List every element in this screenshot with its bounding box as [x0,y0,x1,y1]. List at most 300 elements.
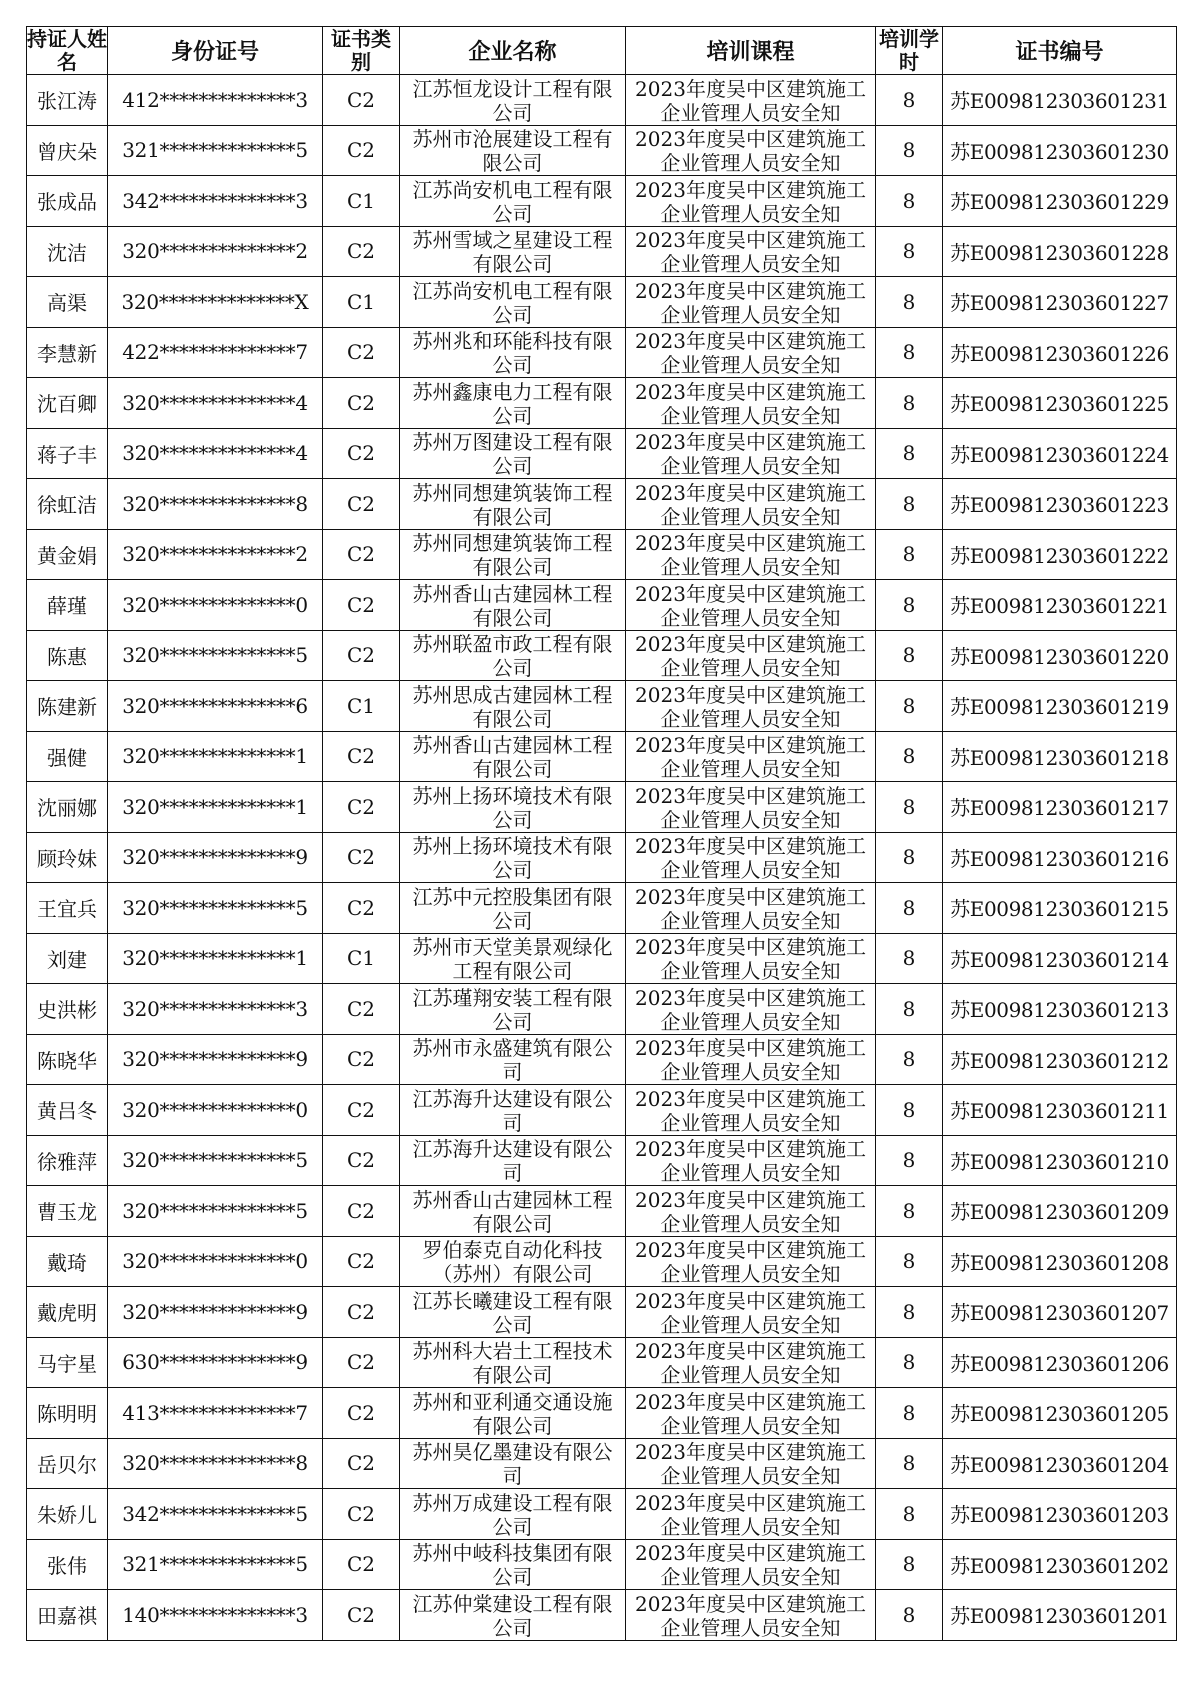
id-number-cell: 320**************2 [108,529,323,580]
cert-number-cell: 苏E009812303601207 [943,1287,1177,1338]
cert-type-cell: C2 [323,1539,400,1590]
id-number-cell: 320**************4 [108,428,323,479]
header-course: 培训课程 [626,27,876,75]
company-cell-text: 苏州兆和环能科技有限公司 [412,329,613,376]
holder-name-cell: 徐雅萍 [27,1135,108,1186]
course-cell-text: 2023年度吴中区建筑施工企业管理人员安全知 [635,379,866,426]
company-cell [400,1590,626,1641]
hours-cell: 8 [876,1539,943,1590]
holder-name-cell: 李慧新 [27,327,108,378]
hours-cell: 8 [876,883,943,934]
course-cell-text: 2023年度吴中区建筑施工企业管理人员安全知 [635,430,866,477]
company-cell-text: 苏州市永盛建筑有限公司 [412,1036,613,1083]
company-cell [400,630,626,681]
company-cell-text: 江苏尚安机电工程有限公司 [412,278,613,325]
hours-cell: 8 [876,428,943,479]
course-cell-text: 2023年度吴中区建筑施工企业管理人员安全知 [635,127,866,174]
hours-cell: 8 [876,125,943,176]
holder-name-cell: 岳贝尔 [27,1438,108,1489]
cert-type-cell: C2 [323,580,400,631]
course-cell [626,1085,876,1136]
cert-number-cell: 苏E009812303601226 [943,327,1177,378]
course-cell-text: 2023年度吴中区建筑施工企业管理人员安全知 [635,1086,866,1133]
cert-number-cell: 苏E009812303601224 [943,428,1177,479]
course-cell [626,125,876,176]
cert-number-cell: 苏E009812303601219 [943,681,1177,732]
cert-number-cell: 苏E009812303601221 [943,580,1177,631]
course-cell-text: 2023年度吴中区建筑施工企业管理人员安全知 [635,1541,866,1588]
holder-name-cell: 戴虎明 [27,1287,108,1338]
course-cell-text: 2023年度吴中区建筑施工企业管理人员安全知 [635,1389,866,1436]
id-number-cell: 320**************4 [108,378,323,429]
company-cell [400,782,626,833]
holder-name-cell: 陈晓华 [27,1034,108,1085]
company-cell [400,378,626,429]
holder-name-cell: 田嘉祺 [27,1590,108,1641]
company-cell-text: 江苏海升达建设有限公司 [412,1086,613,1133]
id-number-cell: 321**************5 [108,1539,323,1590]
hours-cell: 8 [876,1135,943,1186]
cert-number-cell: 苏E009812303601216 [943,832,1177,883]
table-row [27,75,1177,126]
table-body [27,75,1177,1641]
company-cell [400,1337,626,1388]
id-number-cell: 320**************1 [108,933,323,984]
company-cell [400,1236,626,1287]
company-cell-text: 苏州万成建设工程有限公司 [412,1490,613,1537]
company-cell [400,125,626,176]
company-cell [400,1085,626,1136]
course-cell [626,1438,876,1489]
table-row [27,1287,1177,1338]
course-cell-text: 2023年度吴中区建筑施工企业管理人员安全知 [635,76,866,123]
table-row [27,1489,1177,1540]
course-cell [626,327,876,378]
table-row [27,1388,1177,1439]
hours-cell: 8 [876,327,943,378]
table-row [27,327,1177,378]
course-cell [626,984,876,1035]
company-cell-text: 罗伯泰克自动化科技（苏州）有限公司 [422,1238,603,1285]
company-cell [400,1135,626,1186]
cert-type-cell: C2 [323,630,400,681]
company-cell [400,1539,626,1590]
company-cell-text: 江苏尚安机电工程有限公司 [412,177,613,224]
hours-cell: 8 [876,378,943,429]
table-row [27,277,1177,328]
course-cell [626,226,876,277]
course-cell [626,1590,876,1641]
table-row [27,1590,1177,1641]
course-cell [626,782,876,833]
hours-cell: 8 [876,75,943,126]
company-cell-text: 苏州香山古建园林工程有限公司 [412,733,613,780]
cert-type-cell: C2 [323,1034,400,1085]
holder-name-cell: 张江涛 [27,75,108,126]
table-row [27,226,1177,277]
company-cell-text: 江苏长曦建设工程有限公司 [412,1288,613,1335]
cert-number-cell: 苏E009812303601212 [943,1034,1177,1085]
header-hours: 培训学时 [876,27,943,75]
cert-type-cell: C2 [323,984,400,1035]
course-cell-text: 2023年度吴中区建筑施工企业管理人员安全知 [635,278,866,325]
company-cell [400,883,626,934]
course-cell [626,75,876,126]
company-cell-text: 苏州和亚利通交通设施有限公司 [412,1389,613,1436]
cert-type-cell: C2 [323,479,400,530]
holder-name-cell: 高渠 [27,277,108,328]
id-number-cell: 320**************X [108,277,323,328]
course-cell [626,1489,876,1540]
holder-name-cell: 强健 [27,731,108,782]
course-cell [626,731,876,782]
holder-name-cell: 陈明明 [27,1388,108,1439]
cert-number-cell: 苏E009812303601210 [943,1135,1177,1186]
course-cell [626,479,876,530]
company-cell [400,1489,626,1540]
holder-name-cell: 张伟 [27,1539,108,1590]
cert-number-cell: 苏E009812303601223 [943,479,1177,530]
table-row [27,1236,1177,1287]
holder-name-cell: 张成品 [27,176,108,227]
course-cell [626,1539,876,1590]
company-cell-text: 苏州鑫康电力工程有限公司 [412,379,613,426]
id-number-cell: 412**************3 [108,75,323,126]
course-cell [626,1034,876,1085]
company-cell-text: 江苏仲棠建设工程有限公司 [412,1591,613,1638]
hours-cell: 8 [876,933,943,984]
cert-number-cell: 苏E009812303601229 [943,176,1177,227]
cert-number-cell: 苏E009812303601222 [943,529,1177,580]
table-row [27,479,1177,530]
table-row [27,681,1177,732]
hours-cell: 8 [876,1236,943,1287]
company-cell [400,1287,626,1338]
hours-cell: 8 [876,1034,943,1085]
company-cell-text: 江苏中元控股集团有限公司 [412,884,613,931]
company-cell [400,681,626,732]
company-cell [400,832,626,883]
holder-name-cell: 陈惠 [27,630,108,681]
table-row [27,731,1177,782]
company-cell-text: 苏州昊亿墨建设有限公司 [412,1440,613,1487]
course-cell-text: 2023年度吴中区建筑施工企业管理人员安全知 [635,1137,866,1184]
id-number-cell: 342**************5 [108,1489,323,1540]
cert-type-cell: C2 [323,832,400,883]
id-number-cell: 320**************9 [108,832,323,883]
company-cell-text: 苏州联盈市政工程有限公司 [412,632,613,679]
course-cell [626,378,876,429]
holder-name-cell: 曾庆朵 [27,125,108,176]
hours-cell: 8 [876,681,943,732]
company-cell [400,1186,626,1237]
cert-type-cell: C2 [323,1085,400,1136]
course-cell [626,529,876,580]
course-cell-text: 2023年度吴中区建筑施工企业管理人员安全知 [635,1187,866,1234]
holder-name-cell: 刘建 [27,933,108,984]
company-cell [400,1438,626,1489]
cert-type-cell: C2 [323,1135,400,1186]
id-number-cell: 320**************8 [108,1438,323,1489]
holder-name-cell: 蒋子丰 [27,428,108,479]
cert-number-cell: 苏E009812303601203 [943,1489,1177,1540]
company-cell-text: 苏州万图建设工程有限公司 [412,430,613,477]
holder-name-cell: 朱娇儿 [27,1489,108,1540]
cert-type-cell: C2 [323,1590,400,1641]
company-cell [400,226,626,277]
course-cell [626,277,876,328]
course-cell-text: 2023年度吴中区建筑施工企业管理人员安全知 [635,531,866,578]
cert-number-cell: 苏E009812303601202 [943,1539,1177,1590]
course-cell-text: 2023年度吴中区建筑施工企业管理人员安全知 [635,935,866,982]
hours-cell: 8 [876,832,943,883]
holder-name-cell: 曹玉龙 [27,1186,108,1237]
table-row [27,984,1177,1035]
holder-name-cell: 薛瑾 [27,580,108,631]
course-cell [626,176,876,227]
hours-cell: 8 [876,984,943,1035]
hours-cell: 8 [876,1590,943,1641]
company-cell [400,731,626,782]
id-number-cell: 320**************0 [108,1236,323,1287]
id-number-cell: 320**************6 [108,681,323,732]
holder-name-cell: 马宇星 [27,1337,108,1388]
company-cell-text: 苏州香山古建园林工程有限公司 [412,581,613,628]
course-cell-text: 2023年度吴中区建筑施工企业管理人员安全知 [635,329,866,376]
cert-number-cell: 苏E009812303601206 [943,1337,1177,1388]
hours-cell: 8 [876,1438,943,1489]
course-cell [626,1135,876,1186]
id-number-cell: 320**************1 [108,782,323,833]
cert-type-cell: C2 [323,731,400,782]
certificate-table [26,26,1177,1641]
course-cell-text: 2023年度吴中区建筑施工企业管理人员安全知 [635,834,866,881]
hours-cell: 8 [876,782,943,833]
table-row [27,832,1177,883]
company-cell [400,479,626,530]
cert-type-cell: C2 [323,782,400,833]
company-cell [400,277,626,328]
id-number-cell: 320**************0 [108,580,323,631]
course-cell-text: 2023年度吴中区建筑施工企业管理人员安全知 [635,581,866,628]
cert-number-cell: 苏E009812303601213 [943,984,1177,1035]
hours-cell: 8 [876,1287,943,1338]
course-cell-text: 2023年度吴中区建筑施工企业管理人员安全知 [635,177,866,224]
id-number-cell: 320**************5 [108,1135,323,1186]
id-number-cell: 321**************5 [108,125,323,176]
course-cell-text: 2023年度吴中区建筑施工企业管理人员安全知 [635,733,866,780]
company-cell [400,428,626,479]
table-row [27,1085,1177,1136]
holder-name-cell: 顾玲妹 [27,832,108,883]
hours-cell: 8 [876,277,943,328]
course-cell [626,1388,876,1439]
company-cell [400,75,626,126]
cert-number-cell: 苏E009812303601214 [943,933,1177,984]
header-cert-type: 证书类别 [323,27,400,75]
table-row [27,782,1177,833]
course-cell [626,580,876,631]
cert-number-cell: 苏E009812303601230 [943,125,1177,176]
course-cell-text: 2023年度吴中区建筑施工企业管理人员安全知 [635,1036,866,1083]
cert-number-cell: 苏E009812303601228 [943,226,1177,277]
holder-name-cell: 沈丽娜 [27,782,108,833]
cert-number-cell: 苏E009812303601204 [943,1438,1177,1489]
id-number-cell: 140**************3 [108,1590,323,1641]
holder-name-cell: 戴琦 [27,1236,108,1287]
cert-type-cell: C2 [323,226,400,277]
course-cell [626,1337,876,1388]
hours-cell: 8 [876,479,943,530]
cert-type-cell: C2 [323,428,400,479]
cert-number-cell: 苏E009812303601218 [943,731,1177,782]
id-number-cell: 413**************7 [108,1388,323,1439]
holder-name-cell: 沈洁 [27,226,108,277]
hours-cell: 8 [876,580,943,631]
company-cell-text: 苏州同想建筑装饰工程有限公司 [412,480,613,527]
cert-type-cell: C2 [323,529,400,580]
table-row [27,1438,1177,1489]
course-cell [626,1186,876,1237]
company-cell [400,529,626,580]
course-cell [626,832,876,883]
table-row [27,428,1177,479]
id-number-cell: 320**************5 [108,630,323,681]
company-cell [400,580,626,631]
company-cell [400,1388,626,1439]
id-number-cell: 320**************8 [108,479,323,530]
course-cell [626,1236,876,1287]
holder-name-cell: 黄金娟 [27,529,108,580]
table-row [27,883,1177,934]
hours-cell: 8 [876,731,943,782]
holder-name-cell: 陈建新 [27,681,108,732]
cert-number-cell: 苏E009812303601215 [943,883,1177,934]
table-row [27,580,1177,631]
company-cell-text: 苏州市沧展建设工程有限公司 [412,127,613,174]
cert-type-cell: C1 [323,681,400,732]
cert-number-cell: 苏E009812303601220 [943,630,1177,681]
course-cell-text: 2023年度吴中区建筑施工企业管理人员安全知 [635,783,866,830]
cert-number-cell: 苏E009812303601211 [943,1085,1177,1136]
course-cell-text: 2023年度吴中区建筑施工企业管理人员安全知 [635,632,866,679]
cert-type-cell: C2 [323,75,400,126]
hours-cell: 8 [876,226,943,277]
course-cell [626,883,876,934]
id-number-cell: 320**************0 [108,1085,323,1136]
hours-cell: 8 [876,176,943,227]
course-cell-text: 2023年度吴中区建筑施工企业管理人员安全知 [635,985,866,1032]
table-header [27,27,1177,75]
company-cell-text: 苏州同想建筑装饰工程有限公司 [412,531,613,578]
id-number-cell: 320**************9 [108,1034,323,1085]
course-cell-text: 2023年度吴中区建筑施工企业管理人员安全知 [635,228,866,275]
hours-cell: 8 [876,1489,943,1540]
course-cell-text: 2023年度吴中区建筑施工企业管理人员安全知 [635,682,866,729]
id-number-cell: 320**************1 [108,731,323,782]
holder-name-cell: 黄吕冬 [27,1085,108,1136]
table-row [27,1337,1177,1388]
holder-name-cell: 史洪彬 [27,984,108,1035]
holder-name-cell: 徐虹洁 [27,479,108,530]
company-cell [400,1034,626,1085]
course-cell [626,630,876,681]
id-number-cell: 320**************2 [108,226,323,277]
cert-number-cell: 苏E009812303601209 [943,1186,1177,1237]
id-number-cell: 342**************3 [108,176,323,227]
course-cell [626,681,876,732]
course-cell [626,933,876,984]
hours-cell: 8 [876,1186,943,1237]
company-cell-text: 苏州上扬环境技术有限公司 [412,783,613,830]
id-number-cell: 320**************5 [108,883,323,934]
holder-name-cell: 王宜兵 [27,883,108,934]
header-cert-number: 证书编号 [943,27,1177,75]
cert-number-cell: 苏E009812303601227 [943,277,1177,328]
table-row [27,176,1177,227]
hours-cell: 8 [876,1337,943,1388]
table-row [27,378,1177,429]
course-cell-text: 2023年度吴中区建筑施工企业管理人员安全知 [635,480,866,527]
cert-type-cell: C2 [323,1388,400,1439]
course-cell-text: 2023年度吴中区建筑施工企业管理人员安全知 [635,1591,866,1638]
table-row [27,630,1177,681]
cert-number-cell: 苏E009812303601217 [943,782,1177,833]
table-row [27,1135,1177,1186]
cert-type-cell: C1 [323,176,400,227]
company-cell [400,933,626,984]
cert-type-cell: C2 [323,1438,400,1489]
company-cell-text: 江苏恒龙设计工程有限公司 [412,76,613,123]
holder-name-cell: 沈百卿 [27,378,108,429]
cert-type-cell: C2 [323,378,400,429]
header-id-number: 身份证号 [108,27,323,75]
company-cell-text: 苏州雪域之星建设工程有限公司 [412,228,613,275]
company-cell-text: 江苏海升达建设有限公司 [412,1137,613,1184]
company-cell [400,327,626,378]
header-holder-name: 持证人姓名 [27,26,107,74]
cert-number-cell: 苏E009812303601225 [943,378,1177,429]
course-cell-text: 2023年度吴中区建筑施工企业管理人员安全知 [635,884,866,931]
course-cell [626,428,876,479]
table-row [27,1539,1177,1590]
cert-type-cell: C2 [323,1337,400,1388]
id-number-cell: 320**************9 [108,1287,323,1338]
table-row [27,1034,1177,1085]
table-row [27,529,1177,580]
cert-number-cell: 苏E009812303601201 [943,1590,1177,1641]
cert-type-cell: C1 [323,933,400,984]
id-number-cell: 320**************3 [108,984,323,1035]
cert-type-cell: C2 [323,327,400,378]
course-cell-text: 2023年度吴中区建筑施工企业管理人员安全知 [635,1440,866,1487]
course-cell-text: 2023年度吴中区建筑施工企业管理人员安全知 [635,1490,866,1537]
company-cell-text: 苏州市天堂美景观绿化工程有限公司 [412,935,613,982]
course-cell-text: 2023年度吴中区建筑施工企业管理人员安全知 [635,1238,866,1285]
hours-cell: 8 [876,630,943,681]
company-cell [400,176,626,227]
company-cell-text: 苏州上扬环境技术有限公司 [412,834,613,881]
hours-cell: 8 [876,1388,943,1439]
cert-type-cell: C2 [323,1287,400,1338]
course-cell-text: 2023年度吴中区建筑施工企业管理人员安全知 [635,1339,866,1386]
table-row [27,125,1177,176]
cert-type-cell: C2 [323,1186,400,1237]
cert-type-cell: C2 [323,1489,400,1540]
company-cell-text: 江苏瑾翔安装工程有限公司 [412,985,613,1032]
cert-number-cell: 苏E009812303601205 [943,1388,1177,1439]
table-row [27,933,1177,984]
